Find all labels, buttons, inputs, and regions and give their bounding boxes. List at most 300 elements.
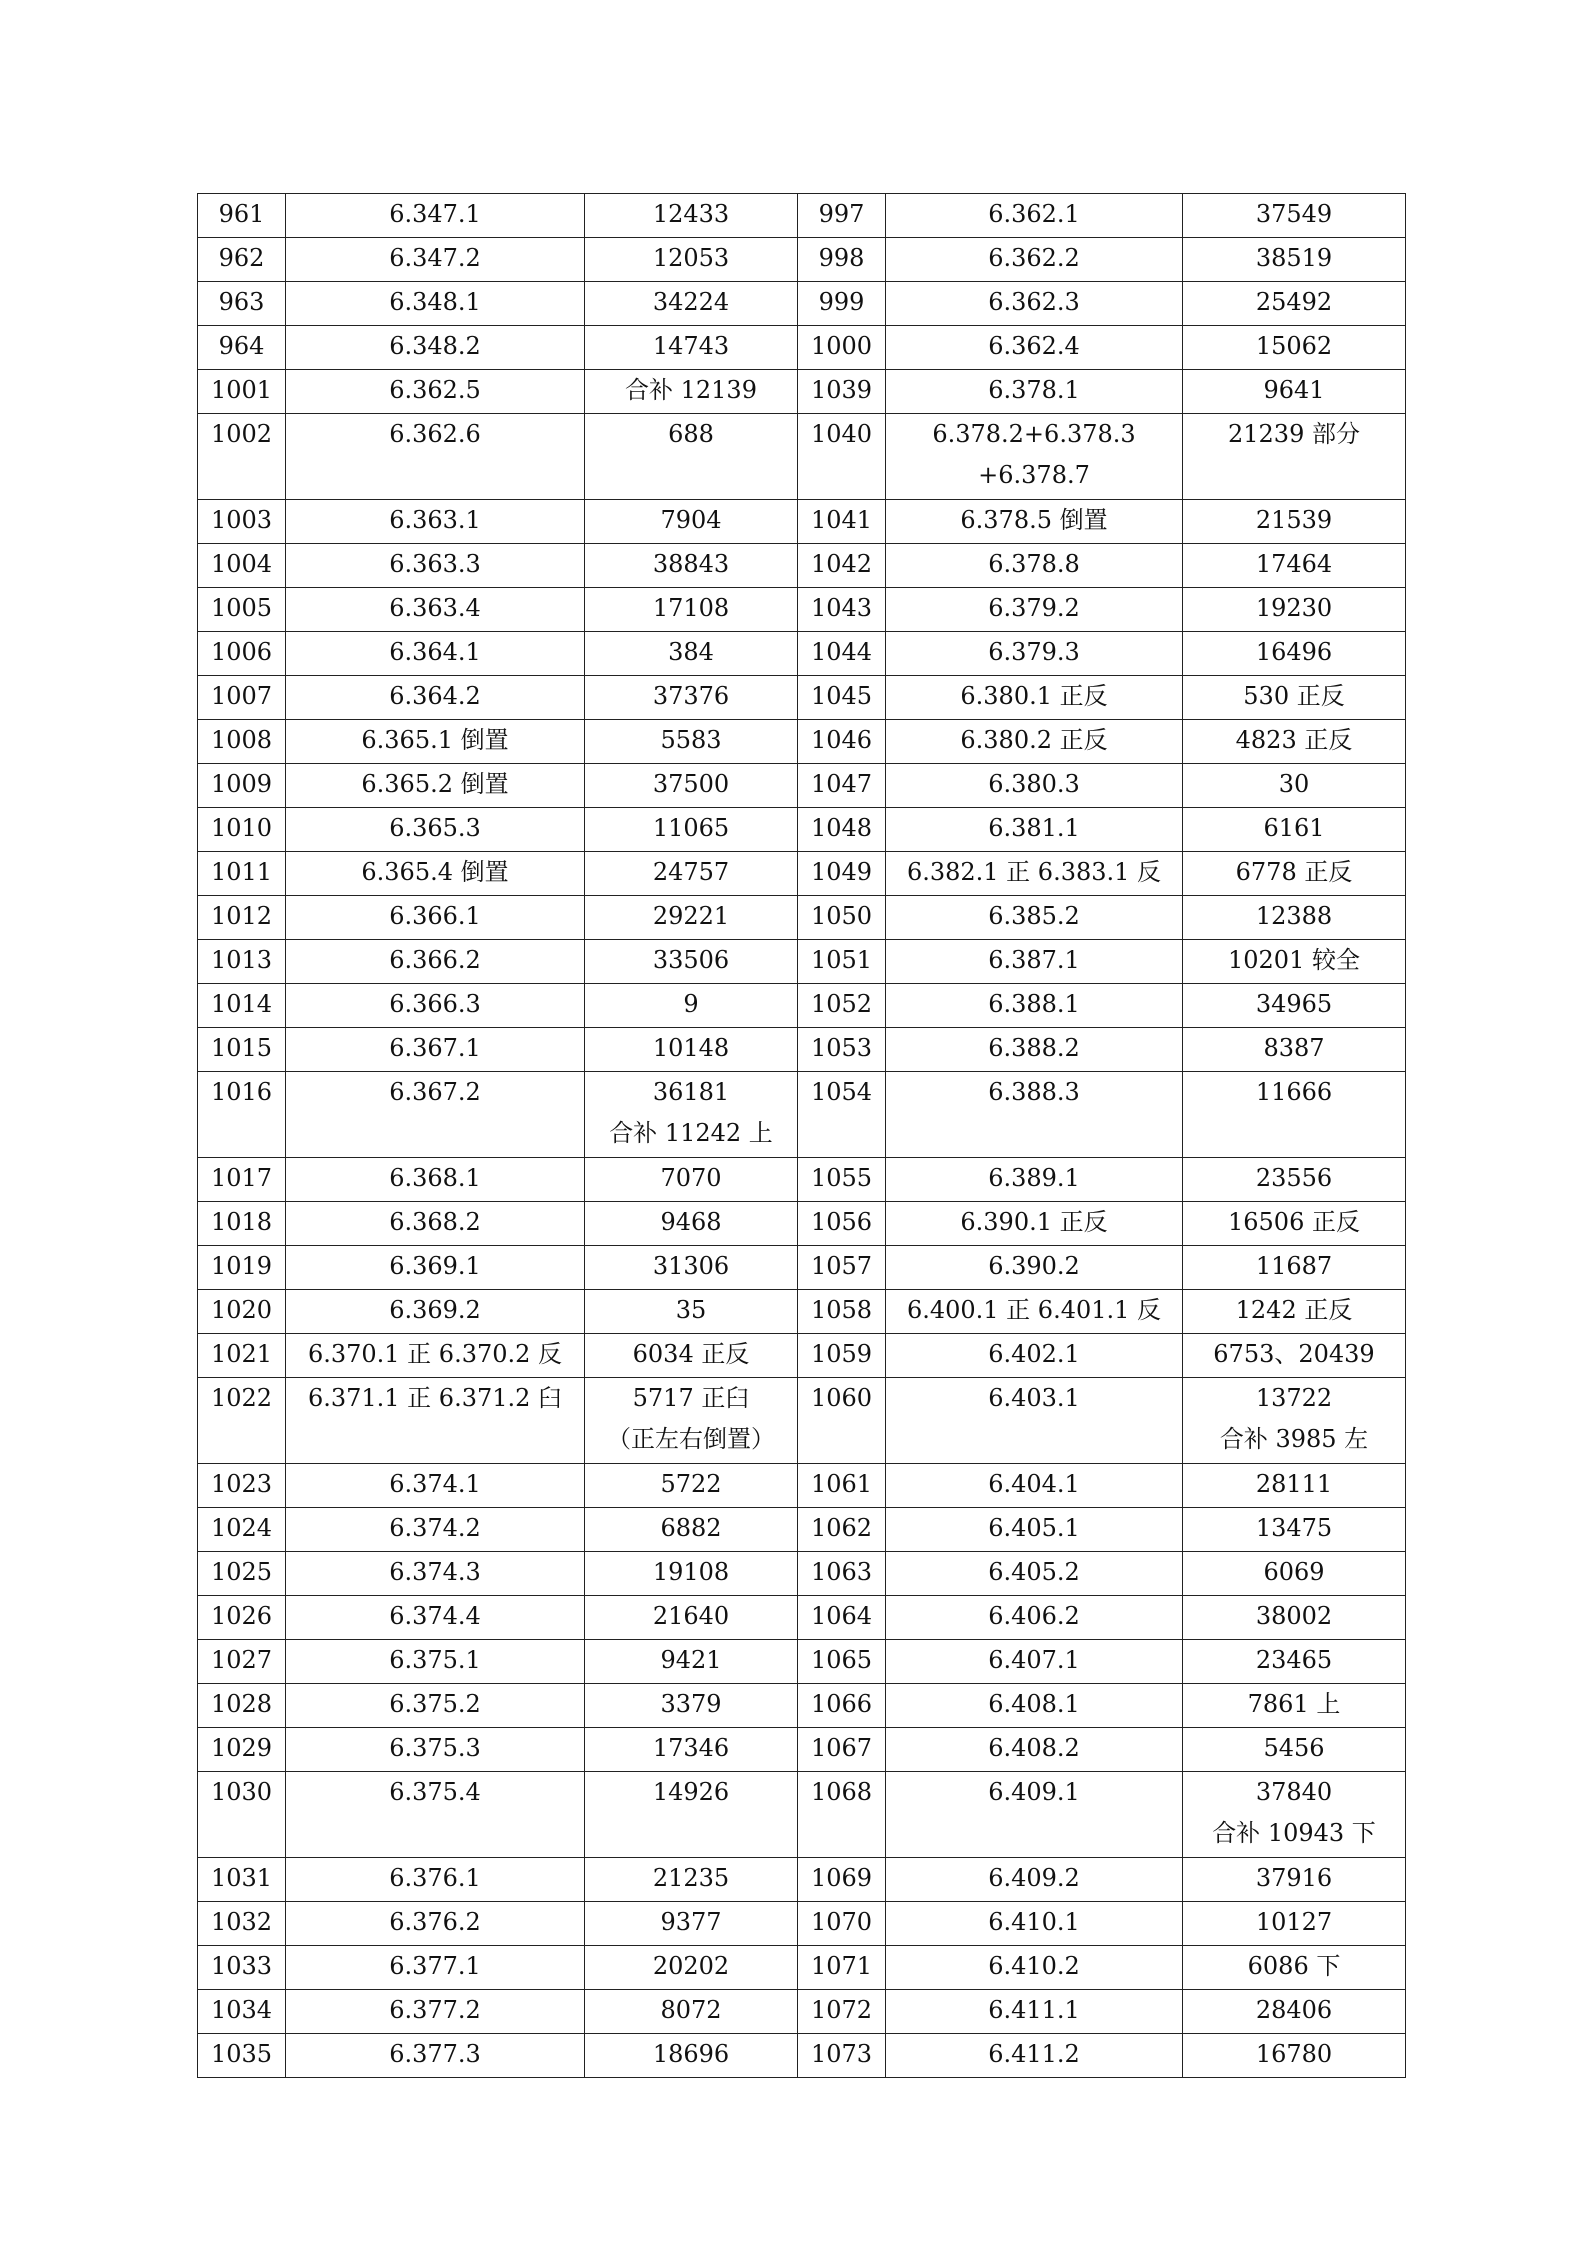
left-value-cell <box>585 896 798 940</box>
left-value-cell <box>585 808 798 852</box>
cell-text: 6.365.4 倒置 <box>361 858 509 886</box>
cell-text: 6.406.2 <box>988 1602 1080 1630</box>
cell-text: 9421 <box>660 1646 722 1674</box>
cell-text: 1046 <box>810 726 873 754</box>
table-row <box>198 896 1406 940</box>
left-number-cell <box>198 1028 286 1072</box>
cell-text: 6.403.1 <box>988 1384 1080 1412</box>
cell-text: 29221 <box>652 902 730 930</box>
cell-text: 1030 <box>210 1778 273 1806</box>
cell-text: 1058 <box>810 1296 873 1324</box>
cell-text: 6.376.2 <box>389 1908 481 1936</box>
left-number-cell <box>198 852 286 896</box>
cell-text: 6.402.1 <box>988 1340 1080 1368</box>
cell-text: 6.362.2 <box>988 244 1080 272</box>
table-row <box>198 1378 1406 1464</box>
left-code-cell <box>286 1684 585 1728</box>
cell-text: 3379 <box>660 1690 722 1718</box>
cell-text: 964 <box>218 332 265 360</box>
left-number-cell <box>198 632 286 676</box>
right-code-cell <box>886 632 1183 676</box>
right-code-cell <box>886 1072 1183 1158</box>
table-row <box>198 1596 1406 1640</box>
cell-text: 6161 <box>1263 814 1325 842</box>
left-code-cell <box>286 2034 585 2078</box>
left-number-cell <box>198 282 286 326</box>
document-page <box>197 193 1405 2078</box>
cell-text: 12053 <box>652 244 730 272</box>
cell-text: 37549 <box>1255 200 1333 228</box>
right-code-cell <box>886 1728 1183 1772</box>
right-number-cell <box>798 1640 886 1684</box>
left-code-cell <box>286 326 585 370</box>
right-code-cell <box>886 500 1183 544</box>
table-row <box>198 544 1406 588</box>
left-code-cell <box>286 370 585 414</box>
table-row <box>198 326 1406 370</box>
cell-text: 19108 <box>652 1558 730 1586</box>
left-value-cell <box>585 588 798 632</box>
right-code-cell <box>886 1552 1183 1596</box>
cell-text: 6.367.2 <box>389 1078 481 1106</box>
cell-text: 1068 <box>810 1778 873 1806</box>
cell-text: 997 <box>818 200 865 228</box>
right-value-cell <box>1183 1902 1406 1946</box>
cell-text: 1052 <box>810 990 873 1018</box>
left-code-cell <box>286 1202 585 1246</box>
left-value-cell <box>585 544 798 588</box>
right-code-cell <box>886 1596 1183 1640</box>
left-code-cell <box>286 414 585 500</box>
cell-text: 31306 <box>652 1252 730 1280</box>
left-number-cell <box>198 1464 286 1508</box>
cell-text: 33506 <box>652 946 730 974</box>
cell-text: 1018 <box>210 1208 273 1236</box>
table-row <box>198 370 1406 414</box>
cell-text: 1000 <box>810 332 873 360</box>
right-value-cell <box>1183 370 1406 414</box>
cell-text: 1042 <box>810 550 873 578</box>
cell-text: 6.390.1 正反 <box>960 1208 1108 1236</box>
cell-text: 5722 <box>660 1470 722 1498</box>
cell-text: 1063 <box>810 1558 873 1586</box>
right-code-cell <box>886 2034 1183 2078</box>
right-value-cell <box>1183 1858 1406 1902</box>
cell-text: 6.374.2 <box>389 1514 481 1542</box>
table-row <box>198 764 1406 808</box>
cell-text: 10148 <box>652 1034 730 1062</box>
left-number-cell <box>198 544 286 588</box>
right-number-cell <box>798 1028 886 1072</box>
right-value-cell <box>1183 326 1406 370</box>
right-number-cell <box>798 1552 886 1596</box>
cell-text: 6778 正反 <box>1235 858 1353 886</box>
right-code-cell <box>886 1378 1183 1464</box>
cell-text: 6.388.1 <box>988 990 1080 1018</box>
left-code-cell <box>286 720 585 764</box>
cell-text: 1035 <box>210 2040 273 2068</box>
cell-text: 6.388.3 <box>988 1078 1080 1106</box>
table-row <box>198 984 1406 1028</box>
table-row <box>198 1072 1406 1158</box>
cell-text: 18696 <box>652 2040 730 2068</box>
left-code-cell <box>286 1072 585 1158</box>
cell-text: 10201 较全 <box>1228 946 1360 974</box>
cell-text: 6.347.1 <box>389 200 481 228</box>
table-row <box>198 1508 1406 1552</box>
right-number-cell <box>798 1902 886 1946</box>
cell-text: 1039 <box>810 376 873 404</box>
left-code-cell <box>286 1728 585 1772</box>
cell-text: 6.409.2 <box>988 1864 1080 1892</box>
left-number-cell <box>198 1202 286 1246</box>
table-row <box>198 1640 1406 1684</box>
data-table <box>197 193 1406 2078</box>
left-number-cell <box>198 500 286 544</box>
cell-text: 6.362.1 <box>988 200 1080 228</box>
right-code-cell <box>886 720 1183 764</box>
left-code-cell <box>286 984 585 1028</box>
right-value-cell <box>1183 1990 1406 2034</box>
right-value-cell <box>1183 720 1406 764</box>
left-number-cell <box>198 1508 286 1552</box>
cell-text: 6069 <box>1263 1558 1325 1586</box>
left-value-cell <box>585 1158 798 1202</box>
right-value-cell <box>1183 2034 1406 2078</box>
cell-text: 6.381.1 <box>988 814 1080 842</box>
right-value-cell <box>1183 1684 1406 1728</box>
right-value-cell <box>1183 676 1406 720</box>
right-number-cell <box>798 1772 886 1858</box>
cell-text: 1016 <box>210 1078 273 1106</box>
right-value-cell <box>1183 1640 1406 1684</box>
cell-text: 23465 <box>1255 1646 1333 1674</box>
right-value-cell <box>1183 1246 1406 1290</box>
cell-text: 1067 <box>810 1734 873 1762</box>
cell-text: 6.388.2 <box>988 1034 1080 1062</box>
table-row <box>198 1990 1406 2034</box>
left-number-cell <box>198 1246 286 1290</box>
cell-text: 6.347.2 <box>389 244 481 272</box>
left-value-cell <box>585 1596 798 1640</box>
cell-text: 30 <box>1278 770 1310 798</box>
cell-text: 6034 正反 <box>632 1340 750 1368</box>
right-code-cell <box>886 1246 1183 1290</box>
cell-text: 8072 <box>660 1996 722 2024</box>
right-number-cell <box>798 896 886 940</box>
right-value-cell <box>1183 984 1406 1028</box>
cell-text: 1004 <box>210 550 273 578</box>
table-row <box>198 1290 1406 1334</box>
cell-text: 1002 <box>210 420 273 448</box>
right-number-cell <box>798 764 886 808</box>
cell-text: 16506 正反 <box>1228 1208 1360 1236</box>
cell-text: 36181 <box>652 1078 730 1106</box>
cell-text: 6.368.2 <box>389 1208 481 1236</box>
left-number-cell <box>198 194 286 238</box>
cell-text: 1034 <box>210 1996 273 2024</box>
right-code-cell <box>886 414 1183 500</box>
right-code-cell <box>886 1858 1183 1902</box>
left-value-cell <box>585 414 798 500</box>
right-value-cell <box>1183 238 1406 282</box>
right-number-cell <box>798 984 886 1028</box>
right-value-cell <box>1183 1028 1406 1072</box>
cell-text: 6.385.2 <box>988 902 1080 930</box>
cell-text: 6.409.1 <box>988 1778 1080 1806</box>
right-number-cell <box>798 1990 886 2034</box>
left-code-cell <box>286 1990 585 2034</box>
table-row <box>198 1946 1406 1990</box>
cell-text: 1073 <box>810 2040 873 2068</box>
cell-text: 10127 <box>1255 1908 1333 1936</box>
left-code-cell <box>286 194 585 238</box>
cell-text: 1032 <box>210 1908 273 1936</box>
left-code-cell <box>286 1246 585 1290</box>
table-row <box>198 1246 1406 1290</box>
left-value-cell <box>585 1728 798 1772</box>
cell-text: 37840 <box>1255 1778 1333 1806</box>
left-number-cell <box>198 1858 286 1902</box>
cell-text: 37916 <box>1255 1864 1333 1892</box>
cell-text: 6.374.3 <box>389 1558 481 1586</box>
cell-text: 6.378.5 倒置 <box>960 506 1108 534</box>
left-number-cell <box>198 326 286 370</box>
cell-text: 1050 <box>810 902 873 930</box>
cell-text: 1057 <box>810 1252 873 1280</box>
right-code-cell <box>886 544 1183 588</box>
right-code-cell <box>886 194 1183 238</box>
left-number-cell <box>198 1946 286 1990</box>
cell-text: 17346 <box>652 1734 730 1762</box>
left-value-cell <box>585 194 798 238</box>
cell-text: 1061 <box>810 1470 873 1498</box>
cell-text: 12388 <box>1255 902 1333 930</box>
cell-text: 21640 <box>652 1602 730 1630</box>
right-number-cell <box>798 1290 886 1334</box>
cell-text: 28111 <box>1255 1470 1333 1498</box>
cell-text: 1066 <box>810 1690 873 1718</box>
left-code-cell <box>286 896 585 940</box>
right-number-cell <box>798 1334 886 1378</box>
right-value-cell <box>1183 282 1406 326</box>
right-number-cell <box>798 1246 886 1290</box>
left-number-cell <box>198 984 286 1028</box>
left-number-cell <box>198 238 286 282</box>
left-code-cell <box>286 282 585 326</box>
right-value-cell <box>1183 896 1406 940</box>
left-value-cell <box>585 1684 798 1728</box>
left-value-cell <box>585 500 798 544</box>
left-value-cell <box>585 1246 798 1290</box>
cell-text: 1020 <box>210 1296 273 1324</box>
table-row <box>198 414 1406 500</box>
table-row <box>198 1728 1406 1772</box>
cell-text: 6086 下 <box>1247 1952 1341 1980</box>
cell-text: 1011 <box>210 858 273 886</box>
cell-text: 6.369.1 <box>389 1252 481 1280</box>
cell-text: +6.378.7 <box>978 461 1090 489</box>
right-value-cell <box>1183 1552 1406 1596</box>
left-number-cell <box>198 896 286 940</box>
cell-text: 6.362.6 <box>389 420 481 448</box>
left-value-cell <box>585 1946 798 1990</box>
left-value-cell <box>585 676 798 720</box>
cell-text: 6.362.5 <box>389 376 481 404</box>
left-value-cell <box>585 1858 798 1902</box>
cell-text: 6.363.4 <box>389 594 481 622</box>
right-code-cell <box>886 940 1183 984</box>
cell-text: 6.380.3 <box>988 770 1080 798</box>
cell-text: 1009 <box>210 770 273 798</box>
cell-text: 6.375.1 <box>389 1646 481 1674</box>
cell-text: 28406 <box>1255 1996 1333 2024</box>
cell-text: 8387 <box>1263 1034 1325 1062</box>
cell-text: 1055 <box>810 1164 873 1192</box>
table-row <box>198 1684 1406 1728</box>
right-number-cell <box>798 1378 886 1464</box>
left-value-cell <box>585 1902 798 1946</box>
left-number-cell <box>198 1684 286 1728</box>
left-code-cell <box>286 808 585 852</box>
right-number-cell <box>798 1946 886 1990</box>
table-row <box>198 2034 1406 2078</box>
left-number-cell <box>198 720 286 764</box>
cell-text: 17108 <box>652 594 730 622</box>
right-value-cell <box>1183 1072 1406 1158</box>
left-code-cell <box>286 1946 585 1990</box>
left-number-cell <box>198 764 286 808</box>
left-number-cell <box>198 1072 286 1158</box>
cell-text: 1023 <box>210 1470 273 1498</box>
cell-text: 9377 <box>660 1908 722 1936</box>
cell-text: 1026 <box>210 1602 273 1630</box>
cell-text: 6.374.4 <box>389 1602 481 1630</box>
cell-text: 6.411.1 <box>988 1996 1080 2024</box>
left-number-cell <box>198 1378 286 1464</box>
cell-text: 6.377.2 <box>389 1996 481 2024</box>
right-value-cell <box>1183 194 1406 238</box>
cell-text: 13475 <box>1255 1514 1333 1542</box>
cell-text: 1008 <box>210 726 273 754</box>
left-number-cell <box>198 1990 286 2034</box>
cell-text: 1027 <box>210 1646 273 1674</box>
left-code-cell <box>286 500 585 544</box>
right-number-cell <box>798 940 886 984</box>
cell-text: 1012 <box>210 902 273 930</box>
cell-text: 1041 <box>810 506 873 534</box>
cell-text: 6.375.4 <box>389 1778 481 1806</box>
cell-text: 6.411.2 <box>988 2040 1080 2068</box>
cell-text: 9641 <box>1263 376 1325 404</box>
cell-text: 1069 <box>810 1864 873 1892</box>
left-number-cell <box>198 588 286 632</box>
left-value-cell <box>585 1990 798 2034</box>
right-number-cell <box>798 808 886 852</box>
left-value-cell <box>585 1378 798 1464</box>
cell-text: 1022 <box>210 1384 273 1412</box>
cell-text: 38002 <box>1255 1602 1333 1630</box>
cell-text: 1040 <box>810 420 873 448</box>
cell-text: 6.369.2 <box>389 1296 481 1324</box>
right-value-cell <box>1183 414 1406 500</box>
table-row <box>198 1028 1406 1072</box>
left-code-cell <box>286 1464 585 1508</box>
right-number-cell <box>798 588 886 632</box>
cell-text: 7070 <box>660 1164 722 1192</box>
left-value-cell <box>585 282 798 326</box>
cell-text: 1005 <box>210 594 273 622</box>
left-code-cell <box>286 1902 585 1946</box>
right-code-cell <box>886 808 1183 852</box>
left-number-cell <box>198 414 286 500</box>
cell-text: 合补 12139 <box>625 376 757 404</box>
cell-text: 6.407.1 <box>988 1646 1080 1674</box>
cell-text: 961 <box>218 200 265 228</box>
left-number-cell <box>198 1902 286 1946</box>
left-value-cell <box>585 326 798 370</box>
table-row <box>198 1464 1406 1508</box>
cell-text: 11666 <box>1255 1078 1333 1106</box>
left-value-cell <box>585 1334 798 1378</box>
right-code-cell <box>886 1334 1183 1378</box>
table-row <box>198 1552 1406 1596</box>
right-code-cell <box>886 852 1183 896</box>
table-row <box>198 1902 1406 1946</box>
cell-text: 6.374.1 <box>389 1470 481 1498</box>
right-value-cell <box>1183 852 1406 896</box>
left-value-cell <box>585 1508 798 1552</box>
right-number-cell <box>798 1684 886 1728</box>
right-code-cell <box>886 1202 1183 1246</box>
cell-text: 384 <box>668 638 714 666</box>
right-value-cell <box>1183 1290 1406 1334</box>
cell-text: 5456 <box>1263 1734 1325 1762</box>
cell-text: 6.365.1 倒置 <box>361 726 509 754</box>
cell-text: 1072 <box>810 1996 873 2024</box>
cell-text: 1007 <box>210 682 273 710</box>
cell-text: 6.408.2 <box>988 1734 1080 1762</box>
cell-text: 962 <box>218 244 265 272</box>
cell-text: 1070 <box>810 1908 873 1936</box>
cell-text: 6.362.4 <box>988 332 1080 360</box>
cell-text: 1006 <box>210 638 273 666</box>
cell-text: 38519 <box>1255 244 1333 272</box>
left-number-cell <box>198 940 286 984</box>
cell-text: 1015 <box>210 1034 273 1062</box>
left-value-cell <box>585 1290 798 1334</box>
cell-text: 5717 正臼 <box>632 1384 750 1412</box>
left-code-cell <box>286 1028 585 1072</box>
cell-text: 1019 <box>210 1252 273 1280</box>
cell-text: 34965 <box>1255 990 1333 1018</box>
left-value-cell <box>585 632 798 676</box>
cell-text: 1031 <box>210 1864 273 1892</box>
table-row <box>198 676 1406 720</box>
cell-text: 1056 <box>810 1208 873 1236</box>
right-code-cell <box>886 1508 1183 1552</box>
cell-text: 21239 部分 <box>1228 420 1360 448</box>
cell-text: 998 <box>818 244 865 272</box>
cell-text: 11065 <box>652 814 730 842</box>
left-value-cell <box>585 370 798 414</box>
right-code-cell <box>886 1772 1183 1858</box>
cell-text: 合补 10943 下 <box>1212 1819 1376 1847</box>
right-value-cell <box>1183 632 1406 676</box>
cell-text: 1071 <box>810 1952 873 1980</box>
cell-text: 6.367.1 <box>389 1034 481 1062</box>
cell-text: 6.379.2 <box>988 594 1080 622</box>
